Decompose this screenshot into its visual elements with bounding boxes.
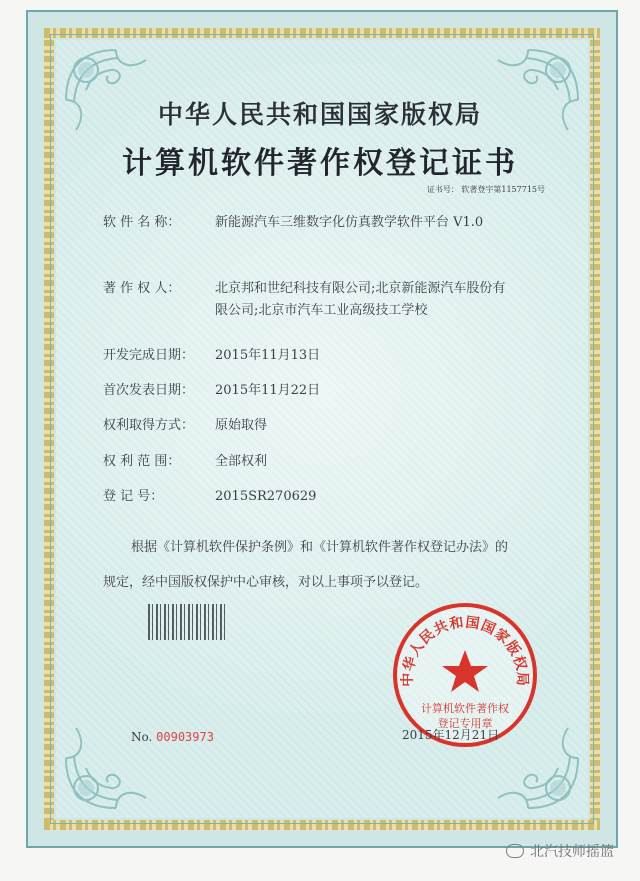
field-value: 北京邦和世纪科技有限公司;北京新能源汽车股份有限公司;北京市汽车工业高级技工学校 bbox=[215, 281, 506, 318]
field-scope bbox=[103, 451, 515, 473]
statement-line-1: 根据《计算机软件保护条例》和《计算机软件著作权登记办法》的 bbox=[131, 540, 509, 555]
field-label: 开发完成日期： bbox=[103, 348, 195, 363]
field-value: 2015年11月22日 bbox=[215, 383, 321, 398]
statement-line-2: 规定，经中国版权保护中心审核，对以上事项予以登记。 bbox=[103, 575, 429, 590]
field-value: 2015SR270629 bbox=[215, 489, 317, 504]
field-label: 权 利 范 围： bbox=[103, 454, 181, 469]
field-value: 全部权利 bbox=[215, 454, 268, 469]
certificate-title: 计算机软件著作权登记证书 bbox=[122, 146, 518, 181]
field-publish-date bbox=[103, 380, 515, 402]
field-label: 权利取得方式： bbox=[103, 418, 195, 433]
field-value: 原始取得 bbox=[215, 418, 268, 433]
chat-bubble-icon bbox=[506, 844, 524, 858]
field-reg-no bbox=[103, 486, 515, 508]
issue-date: 2015年12月21日 bbox=[402, 728, 500, 742]
field-copyright-owner bbox=[103, 278, 515, 322]
field-acquisition bbox=[103, 415, 515, 437]
field-label: 软 件 名 称： bbox=[103, 215, 181, 230]
field-software-name bbox=[103, 212, 515, 234]
seal-line-1: 计算机软件著作权 bbox=[421, 702, 509, 715]
corner-ornament-bottom-left bbox=[56, 688, 186, 818]
serial-number bbox=[131, 730, 214, 744]
field-label: 著 作 权 人： bbox=[103, 281, 181, 296]
watermark-text: 北汽技师摇篮 bbox=[530, 844, 614, 860]
field-dev-date bbox=[103, 345, 515, 367]
field-label: 首次发表日期： bbox=[103, 383, 195, 398]
seal-ring-text: 中华人民共和国国家版权局 bbox=[399, 614, 531, 687]
serial-prefix: No. bbox=[131, 730, 153, 744]
barcode-icon bbox=[148, 604, 228, 640]
serial-value: 00903973 bbox=[156, 730, 214, 744]
field-value: 新能源汽车三维数字化仿真教学软件平台 V1.0 bbox=[215, 215, 484, 230]
field-label: 登 记 号： bbox=[103, 489, 164, 504]
field-value: 2015年11月13日 bbox=[215, 348, 321, 363]
seal-line-2: 登记专用章 bbox=[437, 717, 493, 730]
certificate-number: 证书号： 软著登字第1157715号 bbox=[426, 185, 545, 194]
issuing-agency: 中华人民共和国国家版权局 bbox=[157, 100, 482, 129]
watermark bbox=[506, 841, 614, 861]
